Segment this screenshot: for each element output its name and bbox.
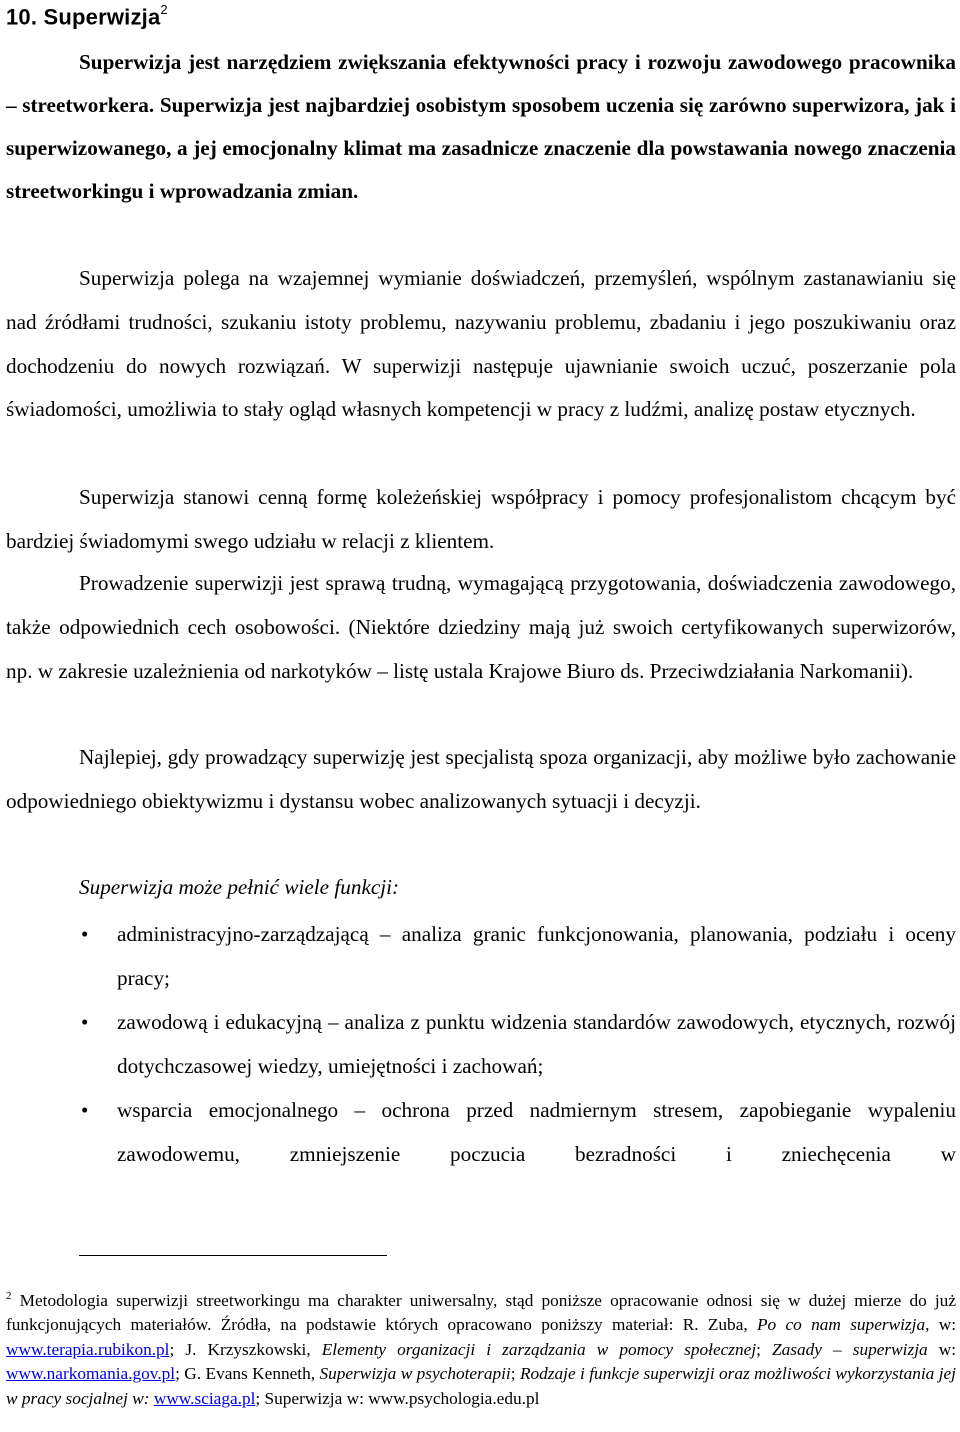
functions-intro-text: Superwizja może pełnić wiele funkcji:: [79, 875, 400, 899]
intro-paragraph-text: Superwizja jest narzędziem zwiększania efektywności pracy i rozwoju zawodowego pracownika – streetworkera. Superwizja jest najbardziej osobistym sposobem uczenia się zarówno superwizora, jak i superwizowanego, a jej emocjonalny klimat ma zasadnicze znaczenie dla powstawania nowego znaczenia streetworkingu i wprowadzania zmian.: [6, 50, 956, 203]
value-paragraph-text: Superwizja stanowi cenną formę koleżeńskiej współpracy i pomocy profesjonalistom chcącym być bardziej świadomymi swego udziału w relacji z klientem.: [6, 485, 956, 553]
section-heading: [6, 4, 168, 30]
functions-list: [6, 912, 956, 1176]
footnote-text: w:: [927, 1339, 956, 1359]
footnote-text: Metodologia superwizji streetworkingu ma charakter uniwersalny, stąd poniższe opracowanie odnosi się w dużej mierze do już funkcjonujących materiałów. Źródła, na podstawie których opracowano poniższy materiał: R. Zuba,: [6, 1290, 956, 1335]
paragraph-value: [6, 476, 956, 564]
requirements-paragraph-text: Prowadzenie superwizji jest sprawą trudną, wymagającą przygotowania, doświadczenia zawodowego, także odpowiednich cech osobowości. (Niektóre dziedziny mają już swoich certyfikowanych superwizorów, np. w zakresie uzależnienia od narkotyków – listę ustala Krajowe Biuro ds. Przeciwdziałania Narkomanii).: [6, 571, 956, 683]
external-supervisor-paragraph-text: Najlepiej, gdy prowadzący superwizję jest specjalistą spoza organizacji, aby możliwe było zachowanie odpowiedniego obiektywizmu i dystansu wobec analizowanych sytuacji i decyzji.: [6, 745, 956, 813]
footnote-text: ; Superwizja w: www.psychologia.edu.pl: [255, 1388, 540, 1408]
footnote-separator: [79, 1255, 387, 1256]
footnote-link[interactable]: www.terapia.rubikon.pl: [6, 1339, 170, 1359]
footnote-text: , w:: [925, 1315, 957, 1335]
footnote-text: ; G. Evans Kenneth,: [175, 1364, 320, 1384]
list-item: [6, 1088, 956, 1176]
footnote-text: ;: [510, 1364, 520, 1384]
bullet-marker: •: [81, 1010, 89, 1034]
footnote-title: Zasady – superwizja: [772, 1339, 928, 1359]
footnote-number: 2: [6, 1290, 12, 1302]
list-item: [6, 912, 956, 1000]
paragraph-external-supervisor: [6, 736, 956, 824]
bullet-marker: •: [81, 922, 89, 946]
bullet-marker: •: [81, 1098, 89, 1122]
list-item-text: wsparcia emocjonalnego – ochrona przed nadmiernym stresem, zapobieganie wypaleniu zawodowemu, zmniejszenie poczucia bezradności i zniechęcenia w: [117, 1098, 956, 1166]
footnote-text: ;: [756, 1339, 773, 1359]
section-heading-text: 10. Superwizja: [6, 4, 161, 30]
functions-intro: [6, 866, 956, 910]
footnote-title: Rodzaje i funkcje superwizji oraz możliwości wykorzystania jej w pracy socjalnej w:: [6, 1364, 956, 1408]
paragraph-requirements: [6, 562, 956, 693]
footnote-title: Elementy organizacji i zarządzania w pomocy społecznej: [321, 1339, 757, 1359]
footnote-title: Superwizja w psychoterapii: [319, 1364, 511, 1384]
footnote-title: Po co nam superwizja: [757, 1315, 926, 1335]
footnote-link[interactable]: www.narkomania.gov.pl: [6, 1364, 176, 1384]
list-item-text: zawodową i edukacyjną – analiza z punktu widzenia standardów zawodowych, etycznych, rozwój dotychczasowej wiedzy, umiejętności i zachowań;: [117, 1010, 956, 1078]
paragraph-intro: [6, 41, 956, 213]
mechanism-paragraph-text: Superwizja polega na wzajemnej wymianie doświadczeń, przemyśleń, wspólnym zastanawianiu się nad źródłami trudności, szukaniu istoty problemu, nazywaniu problemu, zbadaniu i jego poszukiwaniu oraz dochodzeniu do nowych rozwiązań. W superwizji następuje ujawnianie swoich uczuć, poszerzanie pola świadomości, umożliwia to stały ogląd własnych kompetencji w pracy z ludźmi, analizę postaw etycznych.: [6, 266, 956, 422]
footnote-reference[interactable]: 2: [160, 2, 168, 17]
list-item: [6, 1000, 956, 1088]
list-item-text: administracyjno-zarządzającą – analiza granic funkcjonowania, planowania, podziału i oceny pracy;: [117, 922, 956, 990]
footnote: [6, 1284, 956, 1411]
paragraph-mechanism: [6, 257, 956, 432]
footnote-link[interactable]: www.sciaga.pl: [153, 1388, 256, 1408]
functions-list-block: [6, 912, 956, 1176]
footnote-text: ; J. Krzyszkowski,: [169, 1339, 322, 1359]
